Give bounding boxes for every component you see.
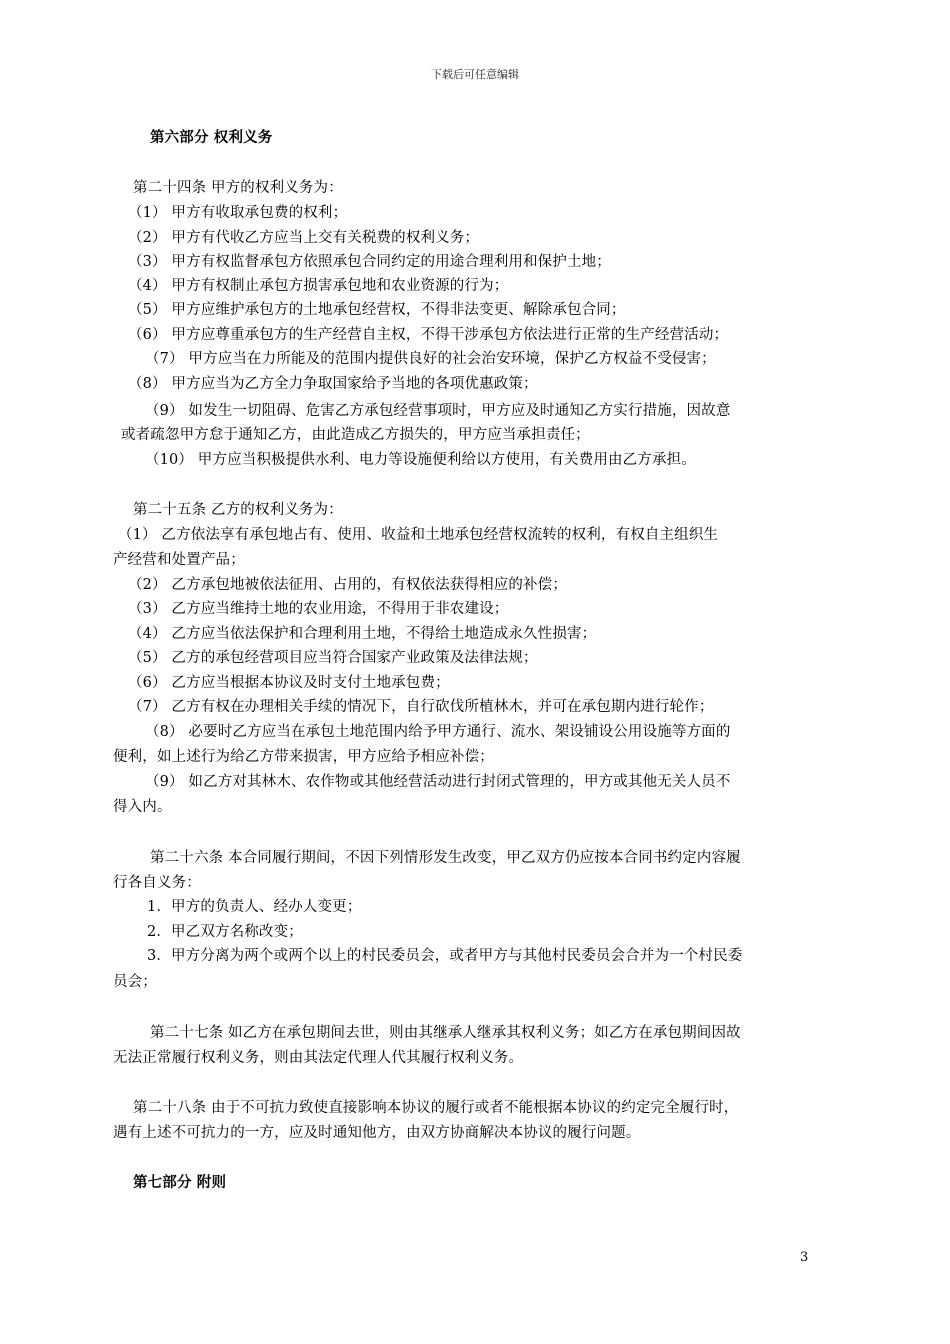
- article-24-item: （8） 甲方应当为乙方全力争取国家给予当地的各项优惠政策；: [128, 376, 538, 392]
- article-28-line: 第二十八条 由于不可抗力致使直接影响本协议的履行或者不能根据本协议的约定完全履行时，: [133, 1100, 739, 1116]
- article-24-item: （9） 如发生一切阻碍、危害乙方承包经营事项时，甲方应及时通知乙方实行措施，因故意: [145, 403, 731, 419]
- article-24-item: （10） 甲方应当积极提供水利、电力等设施便利给以方使用，有关费用由乙方承担。: [145, 452, 696, 468]
- article-27-line: 第二十七条 如乙方在承包期间去世，则由其继承人继承其权利义务；如乙方在承包期间因故: [150, 1025, 741, 1041]
- article-25-item: （1） 乙方依法享有承包地占有、使用、收益和土地承包经营权流转的权利，有权自主组织生: [118, 527, 719, 543]
- article-24-item: （3） 甲方有权监督承包方依照承包合同约定的用途合理利用和保护土地；: [128, 254, 611, 270]
- page-header: 下载后可任意编辑: [431, 68, 519, 81]
- page-number: 3: [800, 1250, 809, 1265]
- article-27-line: 无法正常履行权利义务，则由其法定代理人代其履行权利义务。: [113, 1050, 524, 1066]
- article-25-item: 得入内。: [113, 799, 172, 815]
- article-26-line: 第二十六条 本合同履行期间，不因下列情形发生改变，甲乙双方仍应按本合同书约定内容履: [150, 850, 741, 866]
- article-25-item: （7） 乙方有权在办理相关手续的情况下，自行砍伐所植林木，并可在承包期内进行轮作；: [128, 699, 714, 715]
- article-24-item: （7） 甲方应当在力所能及的范围内提供良好的社会治安环境，保护乙方权益不受侵害；: [145, 351, 716, 367]
- article-25-item: （3） 乙方应当维持土地的农业用途，不得用于非农建设；: [128, 601, 509, 617]
- article-25-item: 便利，如上述行为给乙方带来损害，甲方应给予相应补偿；: [113, 749, 494, 765]
- article-26-line: 2．甲乙双方名称改变；: [147, 924, 303, 940]
- article-26-line: 1．甲方的负责人、经办人变更；: [147, 899, 362, 915]
- article-24-item: （1） 甲方有收取承包费的权利；: [128, 205, 348, 221]
- article-25-item: （8） 必要时乙方应当在承包土地范围内给予甲方通行、流水、架设铺设公用设施等方面的: [145, 724, 731, 740]
- article-25-item: （2） 乙方承包地被依法征用、占用的，有权依法获得相应的补偿；: [128, 577, 567, 593]
- article-25-item: （4） 乙方应当依法保护和合理利用土地，不得给土地造成永久性损害；: [128, 626, 597, 642]
- article-24-title: 第二十四条 甲方的权利义务为：: [133, 180, 343, 196]
- article-26-line: 员会；: [113, 974, 157, 990]
- section-title: 第六部分 权利义务: [150, 129, 273, 146]
- article-25-item: （6） 乙方应当根据本协议及时支付土地承包费；: [128, 675, 450, 691]
- article-24-item: （4） 甲方有权制止承包方损害承包地和农业资源的行为；: [128, 278, 509, 294]
- article-24-item: （6） 甲方应尊重承包方的生产经营自主权，不得干涉承包方依法进行正常的生产经营活动；: [128, 327, 729, 343]
- article-24-item: （2） 甲方有代收乙方应当上交有关税费的权利义务；: [128, 230, 480, 246]
- article-25-title: 第二十五条 乙方的权利义务为：: [133, 502, 343, 518]
- article-26-line: 3．甲方分离为两个或两个以上的村民委员会，或者甲方与其他村民委员会合并为一个村民委: [147, 948, 743, 964]
- article-24-item: 或者疏忽甲方怠于通知乙方，由此造成乙方损失的，甲方应当承担责任；: [121, 427, 590, 443]
- article-25-item: （5） 乙方的承包经营项目应当符合国家产业政策及法律法规；: [128, 650, 538, 666]
- article-26-line: 行各自义务：: [113, 875, 201, 891]
- article-25-item: 产经营和处置产品；: [113, 552, 245, 568]
- article-24-item: （5） 甲方应维护承包方的土地承包经营权，不得非法变更、解除承包合同；: [128, 302, 626, 318]
- section-title: 第七部分 附则: [133, 1174, 227, 1191]
- article-25-item: （9） 如乙方对其林木、农作物或其他经营活动进行封闭式管理的，甲方或其他无关人员不: [145, 774, 731, 790]
- article-28-line: 遇有上述不可抗力的一方，应及时通知他方，由双方协商解决本协议的履行问题。: [113, 1125, 641, 1141]
